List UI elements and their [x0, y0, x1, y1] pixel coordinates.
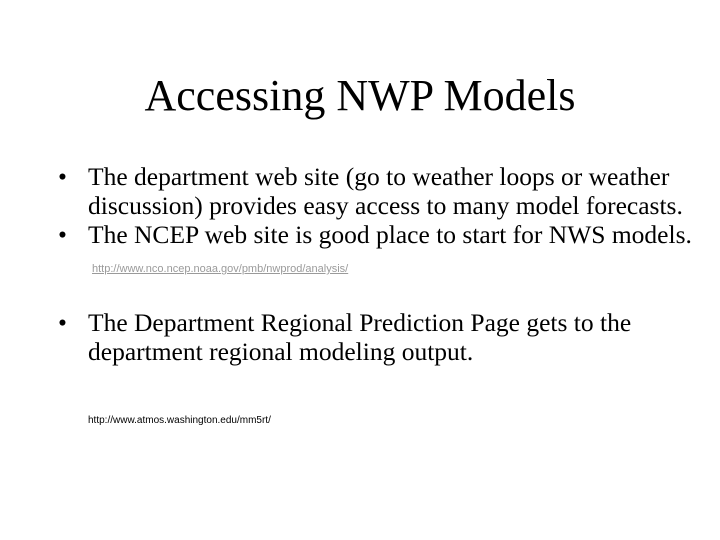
bullet-marker: • — [58, 220, 67, 249]
bullet-item-ncep-site — [58, 220, 698, 284]
bullet-list — [58, 162, 698, 366]
bullet-text: The department web site (go to weather loops or weather discussion) provides easy access to many model forecasts. — [88, 162, 683, 220]
bullet-marker: • — [58, 162, 67, 191]
bullet-text: The Department Regional Prediction Page gets to the department regional modeling output. — [88, 308, 632, 366]
ncep-link[interactable]: http://www.nco.ncep.noaa.gov/pmb/nwprod/analysis/ — [92, 263, 349, 275]
slide-title: Accessing NWP Models — [144, 71, 576, 120]
bullet-text: The NCEP web site is good place to start for NWS models. — [88, 220, 692, 249]
bullet-item-department-site — [58, 162, 698, 220]
bullet-marker: • — [58, 308, 67, 337]
bullet-item-regional-prediction — [58, 308, 698, 366]
regional-prediction-url[interactable]: http://www.atmos.washington.edu/mm5rt/ — [88, 415, 271, 426]
